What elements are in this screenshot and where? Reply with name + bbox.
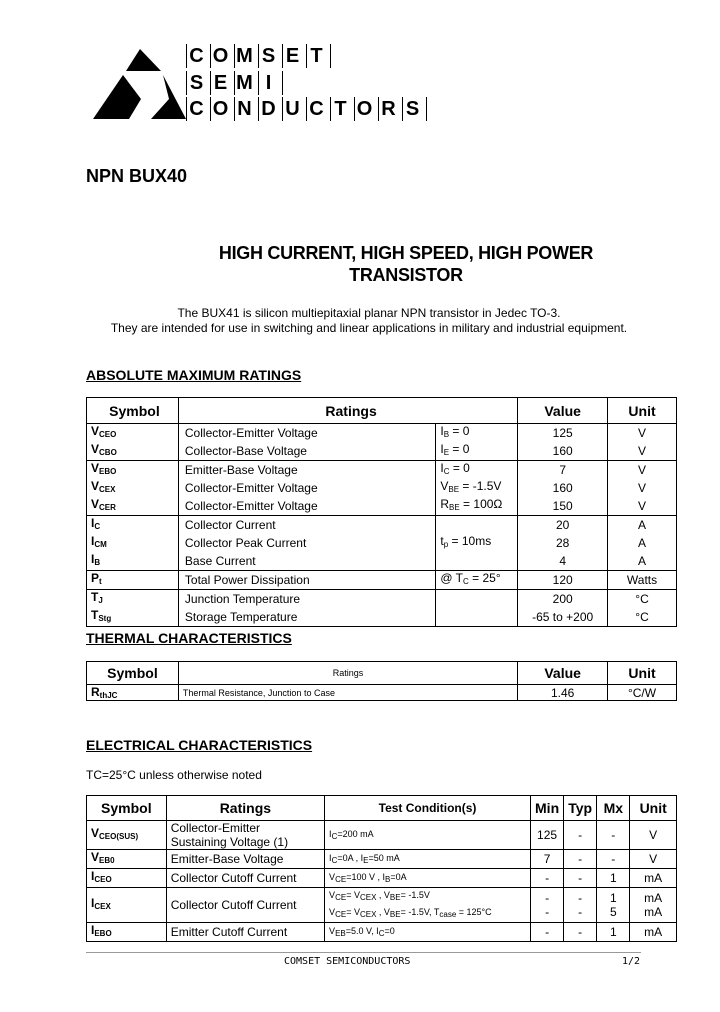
thermal-header-value: Value bbox=[518, 662, 608, 685]
min-value: - bbox=[545, 871, 550, 885]
typ-value: - bbox=[578, 905, 583, 919]
condition-text: V bbox=[440, 479, 449, 493]
value-cell: 4 bbox=[518, 552, 608, 571]
absolute-max-ratings-table bbox=[86, 397, 677, 627]
footer-company: COMSET SEMICONDUCTORS bbox=[284, 956, 411, 967]
condition-cell bbox=[436, 608, 518, 627]
condition-cell bbox=[325, 850, 531, 869]
unit-value: V bbox=[649, 828, 658, 842]
value-cell: 125 bbox=[518, 424, 608, 443]
rating-cell: Junction Temperature bbox=[184, 591, 301, 606]
logo-letter: N bbox=[234, 97, 254, 121]
rating-cell bbox=[166, 850, 324, 869]
table-row bbox=[87, 424, 677, 443]
unit-cell: A bbox=[608, 552, 677, 571]
rating-cell: Collector Current bbox=[184, 517, 276, 532]
logo-letter: S bbox=[258, 44, 278, 68]
thermal-header-symbol: Symbol bbox=[87, 662, 179, 685]
unit-cell: A bbox=[608, 516, 677, 535]
unit-value: V bbox=[649, 852, 658, 866]
symbol-cell bbox=[87, 479, 179, 497]
table-row bbox=[87, 821, 677, 850]
electrical-characteristics-table bbox=[86, 795, 677, 942]
unit-cell: V bbox=[608, 461, 677, 480]
rating-cell: Storage Temperature bbox=[178, 608, 435, 627]
heading-line-2: TRANSISTOR bbox=[349, 265, 463, 285]
symbol-subscript: CEO bbox=[99, 430, 117, 439]
symbol-cell bbox=[87, 888, 167, 923]
max-cell bbox=[597, 923, 630, 942]
max-cell bbox=[597, 869, 630, 888]
rating-cell: Collector-Emitter Voltage bbox=[184, 425, 318, 440]
thermal-table bbox=[86, 661, 677, 701]
symbol-subscript: EB0 bbox=[99, 856, 115, 865]
condition-text: I bbox=[440, 461, 444, 475]
condition-subscript: C bbox=[443, 467, 450, 476]
elec-header-unit: Unit bbox=[630, 796, 677, 821]
unit-value: mA bbox=[644, 891, 663, 905]
logo-letter: S bbox=[186, 71, 206, 95]
symbol-cell bbox=[87, 442, 179, 461]
condition-text: I bbox=[440, 424, 444, 438]
symbol-letter: V bbox=[91, 826, 100, 840]
rating-line: Sustaining Voltage (1) bbox=[170, 835, 289, 849]
logo-letter: S bbox=[402, 97, 422, 121]
min-cell bbox=[531, 888, 564, 923]
rating-cell: Collector-Emitter Voltage bbox=[178, 497, 435, 516]
thermal-value: 1.46 bbox=[518, 685, 608, 701]
unit-cell: A bbox=[608, 534, 677, 552]
symbol-cell bbox=[87, 461, 179, 480]
min-value: - bbox=[545, 925, 550, 939]
table-row bbox=[87, 685, 677, 701]
section-title-electrical: ELECTRICAL CHARACTERISTICS bbox=[86, 737, 313, 753]
max-value: 1 bbox=[609, 871, 617, 885]
amr-header-symbol: Symbol bbox=[87, 398, 179, 424]
symbol-cell bbox=[87, 821, 167, 850]
rating-cell: Collector Peak Current bbox=[184, 535, 307, 550]
table-row bbox=[87, 888, 677, 923]
logo-letter: T bbox=[330, 97, 350, 121]
condition-cell bbox=[325, 923, 531, 942]
logo-letter: C bbox=[186, 44, 206, 68]
elec-header-symbol: Symbol bbox=[87, 796, 167, 821]
max-value: 5 bbox=[609, 905, 617, 919]
amr-header-value: Value bbox=[518, 398, 608, 424]
table-row bbox=[87, 461, 677, 480]
typ-value: - bbox=[578, 852, 583, 866]
value-cell: 7 bbox=[518, 461, 608, 480]
symbol-subscript: EBO bbox=[99, 467, 117, 476]
symbol-subscript: CEO bbox=[94, 875, 112, 884]
condition-cell bbox=[436, 534, 518, 552]
logo-letter: R bbox=[378, 97, 398, 121]
symbol-subscript: CM bbox=[94, 540, 107, 549]
footer-page-number: 1/2 bbox=[622, 956, 641, 967]
rating-cell: Total Power Dissipation bbox=[178, 571, 435, 590]
thermal-header-ratings: Ratings bbox=[178, 662, 517, 685]
value-cell: 28 bbox=[518, 534, 608, 552]
condition-cell bbox=[325, 821, 531, 850]
unit-cell bbox=[630, 850, 677, 869]
symbol-letter: I bbox=[91, 896, 95, 910]
unit-value: mA bbox=[644, 871, 663, 885]
thermal-unit: °C/W bbox=[608, 685, 677, 701]
logo-letter: C bbox=[186, 97, 206, 121]
typ-cell bbox=[564, 869, 597, 888]
rating-cell bbox=[166, 869, 324, 888]
symbol-cell bbox=[87, 923, 167, 942]
symbol-subscript: C bbox=[94, 522, 101, 531]
condition-cell bbox=[436, 516, 518, 535]
condition-cell bbox=[325, 888, 531, 923]
condition-subscript: C bbox=[463, 577, 469, 586]
table-row bbox=[87, 923, 677, 942]
elec-header-test-conditions: Test Condition(s) bbox=[325, 796, 531, 821]
symbol-cell bbox=[87, 534, 179, 552]
unit-cell: °C bbox=[608, 608, 677, 627]
unit-cell: V bbox=[608, 424, 677, 443]
rating-cell bbox=[166, 821, 324, 850]
condition-rest: = -1.5V bbox=[459, 479, 502, 493]
condition-cell bbox=[436, 552, 518, 571]
symbol-subscript: CEX bbox=[94, 902, 111, 911]
table-row bbox=[87, 516, 677, 535]
condition-subscript: BE bbox=[449, 503, 460, 512]
rating-line: Emitter Cutoff Current bbox=[170, 925, 288, 939]
symbol-subscript: B bbox=[94, 558, 101, 567]
symbol-letter: I bbox=[91, 869, 95, 883]
logo-divider bbox=[426, 97, 427, 121]
logo-letter: M bbox=[234, 44, 254, 68]
amr-header-unit: Unit bbox=[608, 398, 677, 424]
condition-line: $I_C=200$ mA bbox=[329, 828, 374, 841]
min-cell bbox=[531, 869, 564, 888]
table-row bbox=[87, 850, 677, 869]
typ-cell bbox=[564, 888, 597, 923]
rating-line: Collector Cutoff Current bbox=[170, 871, 297, 885]
logo-letter: O bbox=[354, 97, 374, 121]
thermal-rating: Thermal Resistance, Junction to Case bbox=[178, 685, 517, 701]
symbol-subscript: CBO bbox=[99, 448, 117, 457]
symbol-cell bbox=[87, 850, 167, 869]
typ-cell bbox=[564, 821, 597, 850]
symbol-letter: V bbox=[91, 850, 100, 864]
symbol-cell bbox=[87, 608, 179, 627]
section-title-amr: ABSOLUTE MAXIMUM RATINGS bbox=[86, 367, 302, 383]
symbol-cell bbox=[87, 516, 179, 535]
footer-divider bbox=[86, 952, 641, 953]
max-value: 1 bbox=[609, 891, 617, 905]
max-value: - bbox=[611, 828, 616, 842]
symbol-cell bbox=[87, 590, 179, 609]
table-row bbox=[87, 497, 677, 516]
unit-value: mA bbox=[644, 925, 663, 939]
symbol-letter: I bbox=[91, 552, 95, 566]
condition-cell bbox=[325, 869, 531, 888]
symbol-cell bbox=[87, 869, 167, 888]
min-value: - bbox=[545, 905, 550, 919]
min-cell bbox=[531, 923, 564, 942]
symbol-cell bbox=[87, 552, 179, 571]
typ-cell bbox=[564, 923, 597, 942]
condition-cell bbox=[436, 497, 518, 516]
unit-cell: Watts bbox=[608, 571, 677, 590]
logo-letter: D bbox=[258, 97, 278, 121]
logo-letter: T bbox=[306, 44, 326, 68]
rating-cell: Collector-Emitter Voltage bbox=[184, 480, 318, 495]
rating-cell: Collector-Base Voltage bbox=[178, 442, 435, 461]
value-cell: 200 bbox=[518, 590, 608, 609]
symbol-letter: T bbox=[91, 590, 99, 604]
elec-header-max: Mx bbox=[597, 796, 630, 821]
symbol-letter: R bbox=[91, 685, 100, 699]
table-row bbox=[87, 534, 677, 552]
rating-cell: Emitter-Base Voltage bbox=[184, 462, 298, 477]
unit-cell bbox=[630, 923, 677, 942]
max-cell bbox=[597, 821, 630, 850]
document-title: NPN BUX40 bbox=[86, 166, 188, 186]
symbol-letter: V bbox=[91, 497, 100, 511]
condition-text: R bbox=[440, 497, 450, 511]
logo-letter: M bbox=[234, 71, 254, 95]
typ-value: - bbox=[578, 871, 583, 885]
typ-cell bbox=[564, 850, 597, 869]
symbol-subscript: CEO(SUS) bbox=[99, 832, 139, 841]
symbol-subscript: EBO bbox=[94, 929, 112, 938]
symbol-letter: V bbox=[91, 424, 100, 438]
table-row bbox=[87, 571, 677, 590]
table-row bbox=[87, 442, 677, 461]
table-row bbox=[87, 479, 677, 497]
value-cell: 160 bbox=[518, 479, 608, 497]
logo-letter: U bbox=[282, 97, 302, 121]
condition-cell bbox=[436, 479, 518, 497]
condition-text: I bbox=[440, 442, 444, 456]
company-logo-icon bbox=[93, 47, 187, 121]
condition-rest: = 10ms bbox=[448, 534, 492, 548]
typ-value: - bbox=[578, 828, 583, 842]
rating-cell bbox=[166, 888, 324, 923]
amr-header-ratings: Ratings bbox=[178, 398, 517, 424]
condition-subscript: p bbox=[443, 540, 449, 549]
symbol-letter: V bbox=[91, 479, 100, 493]
condition-rest: = 0 bbox=[449, 442, 470, 456]
symbol-letter: P bbox=[91, 571, 100, 585]
symbol-cell bbox=[87, 571, 179, 590]
condition-line: $V_{EB}=5.0$ V, $I_C=0$ bbox=[329, 925, 395, 938]
thermal-symbol bbox=[87, 685, 179, 701]
symbol-letter: I bbox=[91, 534, 95, 548]
condition-subscript: B bbox=[443, 430, 450, 439]
elec-header-ratings: Ratings bbox=[166, 796, 324, 821]
condition-cell bbox=[436, 442, 518, 461]
unit-cell: °C bbox=[608, 590, 677, 609]
symbol-cell bbox=[87, 424, 179, 443]
thermal-header-unit: Unit bbox=[608, 662, 677, 685]
condition-rest: = 25° bbox=[468, 571, 501, 585]
elec-header-min: Min bbox=[531, 796, 564, 821]
condition-text: t bbox=[440, 534, 444, 548]
symbol-subscript: Stg bbox=[98, 614, 112, 623]
max-value: - bbox=[611, 852, 616, 866]
min-value: 125 bbox=[537, 828, 558, 842]
min-value: - bbox=[545, 891, 550, 905]
symbol-letter: V bbox=[91, 442, 100, 456]
rating-line: Emitter-Base Voltage bbox=[170, 852, 284, 866]
condition-subscript: BE bbox=[448, 485, 460, 494]
symbol-letter: T bbox=[91, 608, 99, 622]
heading-line-1: HIGH CURRENT, HIGH SPEED, HIGH POWER bbox=[218, 243, 594, 263]
rating-cell: Base Current bbox=[178, 552, 435, 571]
condition-subscript: E bbox=[443, 448, 450, 457]
symbol-letter: V bbox=[91, 461, 100, 475]
intro-line-1: The BUX41 is silicon multiepitaxial planar NPN transistor in Jedec TO-3. bbox=[177, 306, 561, 320]
logo-letter: C bbox=[306, 97, 326, 121]
symbol-subscript: J bbox=[98, 596, 103, 605]
condition-cell bbox=[436, 424, 518, 443]
symbol-subscript: CEX bbox=[99, 485, 116, 494]
unit-cell: V bbox=[608, 442, 677, 461]
unit-value: mA bbox=[644, 905, 663, 919]
value-cell: 120 bbox=[518, 571, 608, 590]
condition-line: $V_{CE}=100$ V , $I_B=0A$ bbox=[329, 871, 407, 884]
condition-text: @ T bbox=[440, 571, 464, 585]
table-row bbox=[87, 590, 677, 609]
value-cell: 20 bbox=[518, 516, 608, 535]
symbol-cell bbox=[87, 497, 179, 516]
symbol-letter: I bbox=[91, 923, 95, 937]
max-cell bbox=[597, 888, 630, 923]
max-cell bbox=[597, 850, 630, 869]
rating-line: Collector Cutoff Current bbox=[170, 898, 297, 912]
rating-cell bbox=[166, 923, 324, 942]
condition-cell bbox=[436, 461, 518, 480]
symbol-subscript: CER bbox=[99, 503, 116, 512]
typ-value: - bbox=[578, 891, 583, 905]
section-title-thermal: THERMAL CHARACTERISTICS bbox=[86, 630, 292, 646]
unit-cell: V bbox=[608, 497, 677, 516]
symbol-subscript: thJC bbox=[99, 691, 118, 700]
min-cell bbox=[531, 850, 564, 869]
logo-letter: O bbox=[210, 97, 230, 121]
symbol-letter: I bbox=[91, 516, 95, 530]
logo-letter: I bbox=[258, 71, 278, 95]
table-row bbox=[87, 608, 677, 627]
condition-line: $V_{CE}= V_{CEX}$ , $V_{BE}= -1.5V$ bbox=[329, 890, 430, 902]
typ-value: - bbox=[578, 925, 583, 939]
condition-rest: = 0 bbox=[449, 461, 470, 475]
unit-cell bbox=[630, 821, 677, 850]
value-cell: 150 bbox=[518, 497, 608, 516]
intro-line-2: They are intended for use in switching and linear applications in military and industrial equipment. bbox=[110, 321, 628, 335]
max-value: 1 bbox=[609, 925, 617, 939]
condition-cell bbox=[436, 590, 518, 609]
table-row bbox=[87, 552, 677, 571]
condition-cell bbox=[436, 571, 518, 590]
logo-letter: E bbox=[282, 44, 302, 68]
unit-cell: V bbox=[608, 479, 677, 497]
condition-rest: = 100Ω bbox=[459, 497, 503, 511]
symbol-subscript: t bbox=[99, 577, 102, 586]
elec-header-typ: Typ bbox=[564, 796, 597, 821]
logo-letter: O bbox=[210, 44, 230, 68]
min-value: 7 bbox=[543, 852, 551, 866]
condition-rest: = 0 bbox=[449, 424, 470, 438]
condition-line: $I_C=0A$ , $I_E=50$ mA bbox=[329, 852, 400, 865]
logo-divider bbox=[282, 71, 283, 95]
unit-cell bbox=[630, 888, 677, 923]
value-cell: 160 bbox=[518, 442, 608, 461]
condition-line: $V_{CE}= V_{CEX}$ , $V_{BE}= -1.5V$, $T_{case} = 125^\circ C$ bbox=[329, 907, 492, 919]
table-row bbox=[87, 869, 677, 888]
logo-divider bbox=[330, 44, 331, 68]
test-condition-note: TC=25°C unless otherwise noted bbox=[86, 768, 262, 782]
rating-line: Collector-Emitter bbox=[170, 821, 261, 835]
min-cell bbox=[531, 821, 564, 850]
value-cell: -65 to +200 bbox=[518, 608, 608, 627]
unit-cell bbox=[630, 869, 677, 888]
logo-letter: E bbox=[210, 71, 230, 95]
